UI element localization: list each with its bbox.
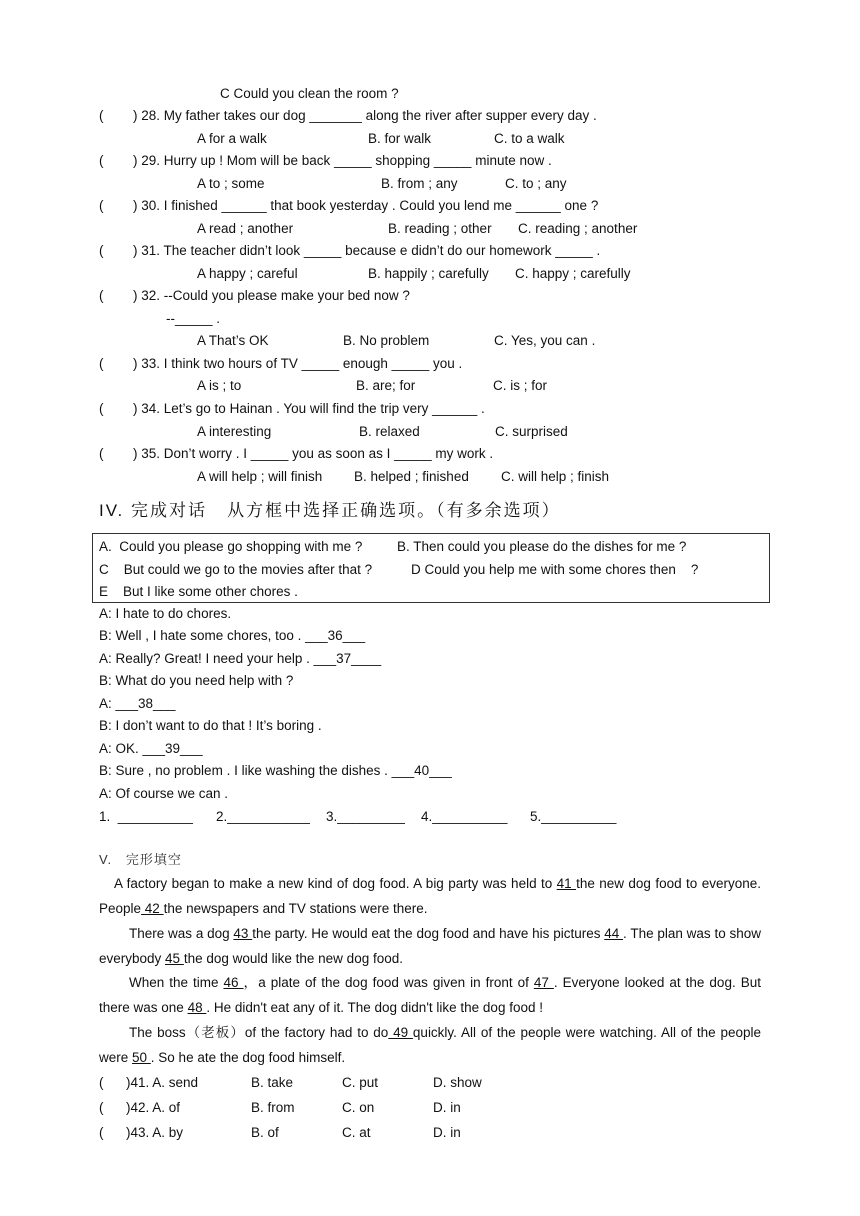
dialogue-line: B: What do you need help with ? [99, 673, 294, 688]
answer-blank-4: 4.__________ [421, 809, 508, 824]
answer-paren: ( [99, 446, 104, 461]
option-a: )43. A. by [126, 1125, 184, 1140]
dialogue-line: A: I hate to do chores. [99, 606, 232, 621]
option-c: C. at [342, 1125, 371, 1140]
option-a: A is ; to [197, 378, 242, 393]
question-stem: ) 31. The teacher didn’t look _____ because e didn’t do our homework _____ . [133, 243, 601, 258]
option-c: C. reading ; another [518, 221, 638, 236]
blank-47: 47 [533, 975, 554, 990]
option-b: B. from ; any [381, 176, 458, 191]
blank-45: 45 [165, 950, 184, 966]
option-d: D. in [433, 1125, 461, 1140]
section-5-heading: V. 完形填空 [99, 852, 182, 867]
cloze-paragraph-4 [99, 1021, 761, 1071]
option-b: B. No problem [343, 333, 430, 348]
box-option-e: E But I like some other chores . [99, 584, 298, 599]
option-c: C. put [342, 1075, 379, 1090]
option-d: D. in [433, 1100, 461, 1115]
blank-48: 48 [187, 999, 207, 1015]
blank-43: 43 [233, 926, 253, 941]
question-stem: ) 28. My father takes our dog _______ along the river after supper every day . [133, 108, 597, 123]
answer-blank-2: 2.___________ [216, 809, 310, 824]
cloze-text: quickly. All of the people were watching. All of the people were [99, 1025, 761, 1065]
cloze-text: the dog would like the new dog food. [183, 950, 403, 966]
cloze-text: A factory began to make a new kind of dog food. A big party was held to [114, 876, 557, 891]
option-b: B. are; for [356, 378, 416, 393]
question-sub-line: --_____ . [166, 311, 221, 326]
question-stem: ) 32. --Could you please make your bed now ? [133, 288, 410, 303]
cloze-paragraph-1 [99, 872, 761, 922]
question-stem: ) 33. I think two hours of TV _____ enough _____ you . [133, 356, 463, 371]
dialogue-line: A: ___38___ [99, 696, 176, 711]
option-c: C. surprised [495, 424, 568, 439]
answer-paren: ( [99, 401, 104, 416]
answer-paren: ( [99, 153, 104, 168]
option-a: )41. A. send [126, 1075, 199, 1090]
question-stem: ) 35. Don’t worry . I _____ you as soon as I _____ my work . [133, 446, 494, 461]
blank-46: 46 [223, 975, 244, 990]
option-a: A happy ; careful [197, 266, 298, 281]
answer-paren: ( [99, 356, 104, 371]
blank-49: 49 [388, 1025, 413, 1040]
option-c: C. will help ; finish [501, 469, 610, 484]
cloze-text: . Everyone looked at the dog. But there was one [99, 975, 761, 1015]
option-b: B. reading ; other [388, 221, 492, 236]
option-b: B. of [251, 1125, 279, 1140]
answer-paren: ( [99, 1125, 104, 1140]
answer-blank-5: 5.__________ [530, 809, 617, 824]
option-b: B. take [251, 1075, 294, 1090]
cloze-text: . So he ate the dog food himself. [150, 1049, 346, 1065]
cloze-text: ，a plate of the dog food was given in front of [243, 975, 534, 990]
blank-44: 44 [604, 926, 624, 941]
dialogue-line: B: Well , I hate some chores, too . ___36___ [99, 628, 366, 643]
cloze-text: There was a dog [129, 926, 234, 941]
option-a: A to ; some [197, 176, 265, 191]
answer-blank-3: 3._________ [326, 809, 405, 824]
option-b: B. for walk [368, 131, 432, 146]
question-stem: ) 29. Hurry up ! Mom will be back _____ shopping _____ minute now . [133, 153, 552, 168]
option-a: A for a walk [197, 131, 267, 146]
option-a: A will help ; will finish [197, 469, 323, 484]
question-stem: ) 30. I finished ______ that book yesterday . Could you lend me ______ one ? [133, 198, 599, 213]
blank-50: 50 [132, 1049, 151, 1065]
option-c: C. Yes, you can . [494, 333, 596, 348]
answer-paren: ( [99, 198, 104, 213]
cloze-text: the party. He would eat the dog food and have his pictures [252, 926, 605, 941]
cloze-text: . The plan was to show everybody [99, 926, 761, 966]
box-option-c: C But could we go to the movies after that ? [99, 562, 373, 577]
box-option-d: D Could you help me with some chores then ? [411, 562, 699, 577]
dialogue-line: A: OK. ___39___ [99, 741, 203, 756]
cloze-paragraph-2 [99, 922, 761, 972]
box-option-a: A. Could you please go shopping with me ? [99, 539, 363, 554]
option-d: D. show [433, 1075, 482, 1090]
cloze-text: . He didn't eat any of it. The dog didn't like the dog food ! [206, 999, 543, 1015]
question-stem: ) 34. Let’s go to Hainan . You will find the trip very ______ . [133, 401, 485, 416]
option-b: B. helped ; finished [354, 469, 469, 484]
dialogue-line: A: Really? Great! I need your help . ___37____ [99, 651, 382, 666]
option-a: A That’s OK [197, 333, 269, 348]
answer-paren: ( [99, 243, 104, 258]
cloze-text: the new dog food to everyone. People [99, 876, 761, 916]
blank-41: 41 [556, 876, 577, 891]
answer-paren: ( [99, 1100, 104, 1115]
option-c: C. is ; for [493, 378, 548, 393]
option-c: C. on [342, 1100, 375, 1115]
answer-paren: ( [99, 288, 104, 303]
option-b: B. relaxed [359, 424, 420, 439]
cloze-text: the newspapers and TV stations were there. [163, 900, 428, 916]
cloze-text: When the time [129, 975, 224, 990]
dialogue-line: B: I don’t want to do that ! It’s boring . [99, 718, 322, 733]
option-b: B. happily ; carefully [368, 266, 489, 281]
cloze-paragraph-3 [99, 971, 761, 1021]
option-c: C. to a walk [494, 131, 565, 146]
blank-42: 42 [141, 900, 164, 916]
dialogue-line: A: Of course we can . [99, 786, 229, 801]
option-a: A read ; another [197, 221, 294, 236]
option-b: B. from [251, 1100, 295, 1115]
answer-blank-1: 1. __________ [99, 809, 193, 824]
option-c: C. to ; any [505, 176, 567, 191]
prev-question-option-c: C Could you clean the room ? [220, 86, 399, 101]
answer-paren: ( [99, 1075, 104, 1090]
option-a: )42. A. of [126, 1100, 181, 1115]
dialogue-line: B: Sure , no problem . I like washing the dishes . ___40___ [99, 763, 452, 778]
option-a: A interesting [197, 424, 272, 439]
cloze-text: The boss（老板）of the factory had to do [129, 1025, 389, 1040]
box-option-b: B. Then could you please do the dishes for me ? [397, 539, 687, 554]
section-4-heading: IV. 完成对话 从方框中选择正确选项。（有多余选项） [99, 501, 561, 520]
option-c: C. happy ; carefully [515, 266, 631, 281]
answer-paren: ( [99, 108, 104, 123]
